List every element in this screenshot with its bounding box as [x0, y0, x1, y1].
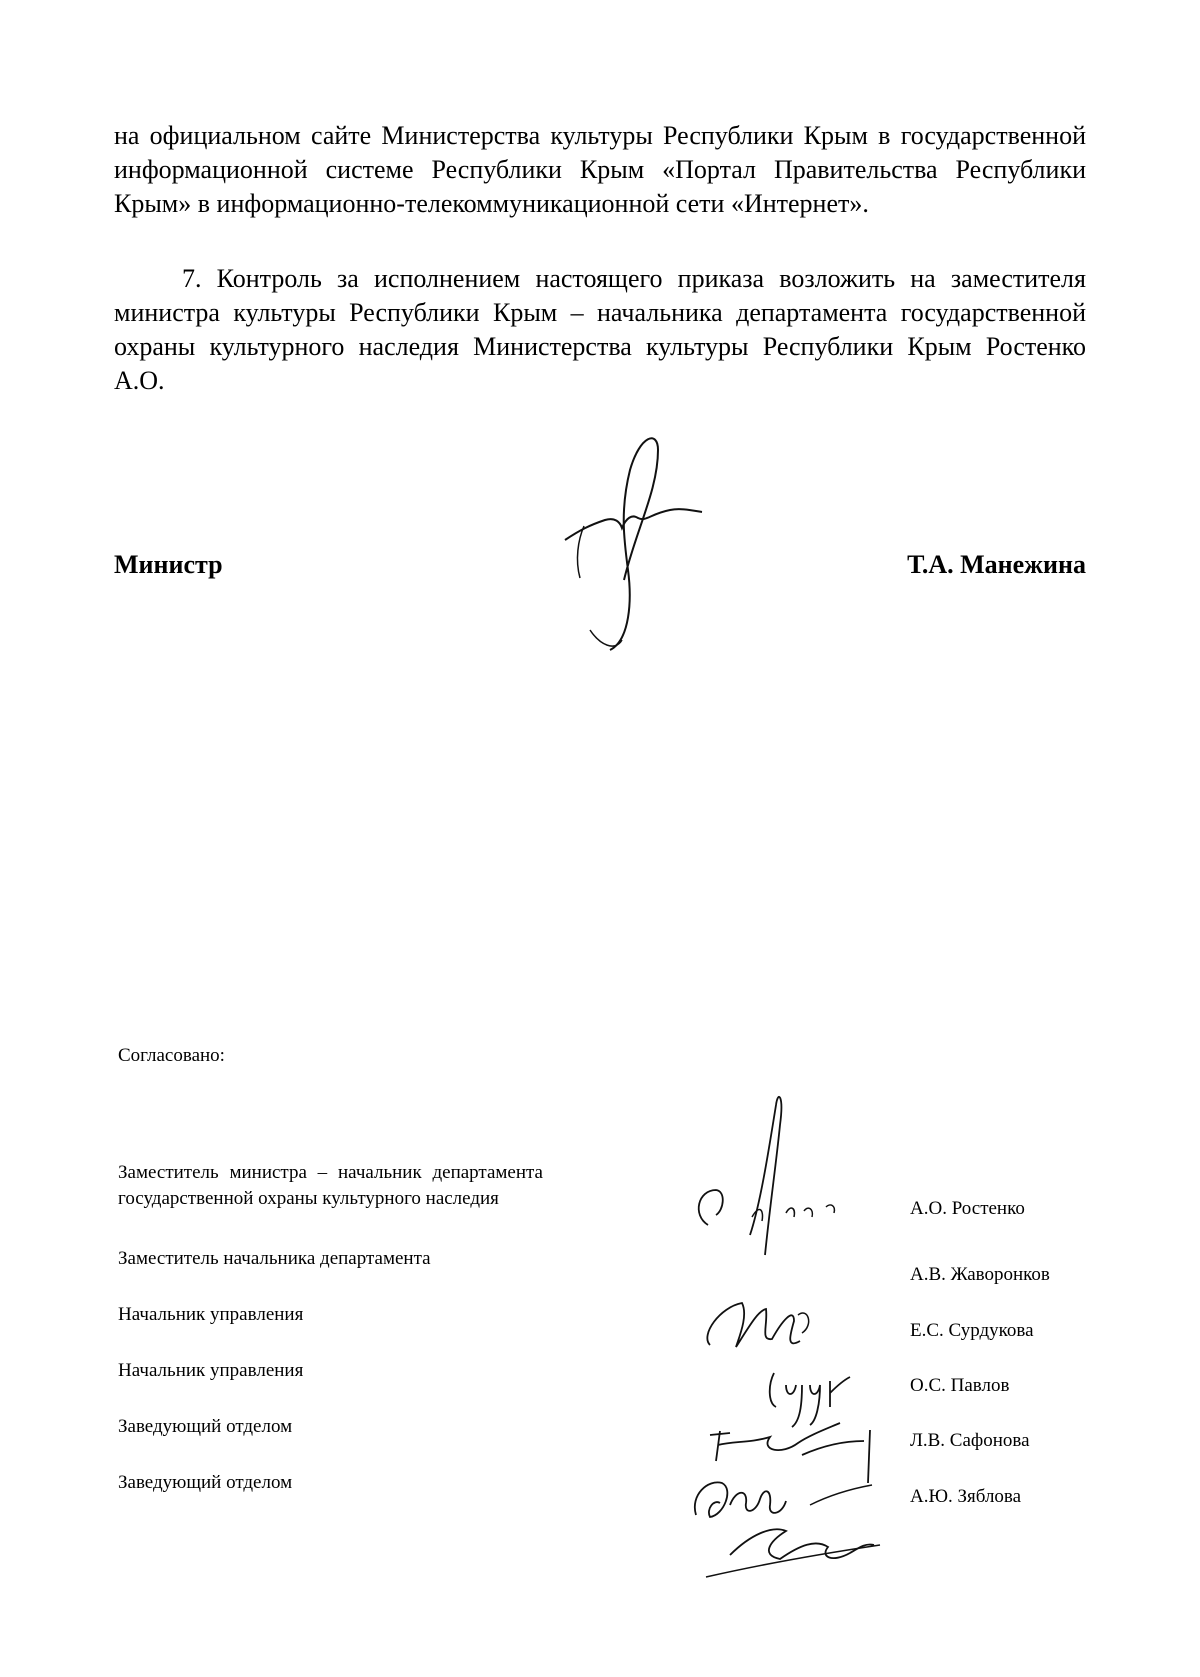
approver-position-4: Начальник управления — [118, 1360, 304, 1381]
minister-name: Т.А. Манежина — [907, 550, 1086, 579]
approver-name-1: А.О. Ростенко — [910, 1198, 1025, 1219]
approver-position-6: Заведующий отделом — [118, 1472, 293, 1493]
minister-title: Министр — [114, 550, 223, 579]
approver-name-5: Л.В. Сафонова — [910, 1430, 1030, 1451]
approver-position-5: Заведующий отделом — [118, 1416, 293, 1437]
approver-name-6: А.Ю. Зяблова — [910, 1486, 1022, 1507]
body-paragraph-control: 7. Контроль за исполнением настоящего приказа возложить на заместителя министра культуры Республики Крым – начальника департамента государственной охраны культурного наследия Министерства культуры Республики Крым Ростенко А.О. — [114, 264, 1086, 395]
approver-name-2: А.В. Жаворонков — [910, 1264, 1050, 1285]
approval-signatures — [690, 1085, 930, 1585]
minister-signature — [560, 430, 720, 660]
approver-position-1: Заместитель министра – начальник департамента государственной охраны культурного наследия — [118, 1162, 543, 1209]
approver-name-3: Е.С. Сурдукова — [910, 1320, 1034, 1341]
body-paragraph-publication: на официальном сайте Министерства культуры Республики Крым в государственной информационной системе Республики Крым «Портал Правительства Республики Крым» в информационно-телекоммуникационной сети «Интернет». — [114, 121, 1086, 218]
approver-position-2: Заместитель начальника департамента — [118, 1248, 431, 1269]
approvals-heading: Согласовано: — [118, 1045, 225, 1066]
approver-position-3: Начальник управления — [118, 1304, 304, 1325]
approver-name-4: О.С. Павлов — [910, 1375, 1010, 1396]
